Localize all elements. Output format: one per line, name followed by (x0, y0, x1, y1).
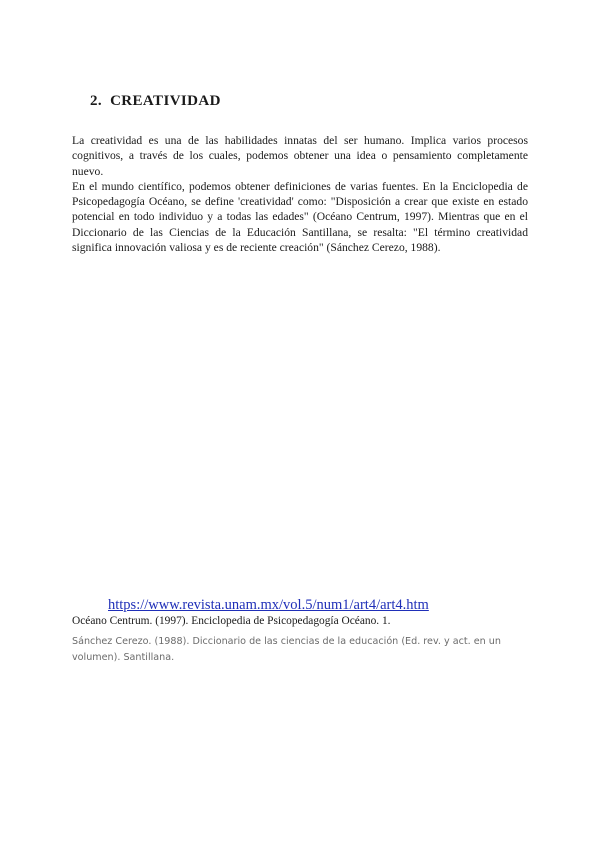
section-number: 2. (90, 93, 103, 109)
body-text (72, 133, 528, 255)
reference-oceano: Océano Centrum. (1997). Enciclopedia de Psicopedagogía Océano. 1. (72, 615, 391, 627)
section-heading (90, 93, 221, 110)
reference-sanchez: Sánchez Cerezo. (1988). Diccionario de las ciencias de la educación (Ed. rev. y act. en un volumen). Santillana. (72, 636, 501, 663)
paragraph-definitions: En el mundo científico, podemos obtener definiciones de varias fuentes. En la Enciclopedia de Psicopedagogía Océano, se define 'creatividad' como: "Disposición a crear que existe en estado potencial en todo individuo y a todas las edades" (Océano Centrum, 1997). Mientras que en el Diccionario de las Ciencias de la Educación Santillana, se resalta: "El término creatividad significa innovación valiosa y es de reciente creación" (Sánchez Cerezo, 1988). (72, 179, 528, 255)
paragraph-intro: La creatividad es una de las habilidades innatas del ser humano. Implica varios procesos cognitivos, a través de los cuales, podemos obtener una idea o pensamiento completamente nuevo. (72, 134, 528, 178)
section-title: CREATIVIDAD (110, 93, 221, 109)
reference-link[interactable]: https://www.revista.unam.mx/vol.5/num1/art4/art4.htm (108, 597, 429, 613)
